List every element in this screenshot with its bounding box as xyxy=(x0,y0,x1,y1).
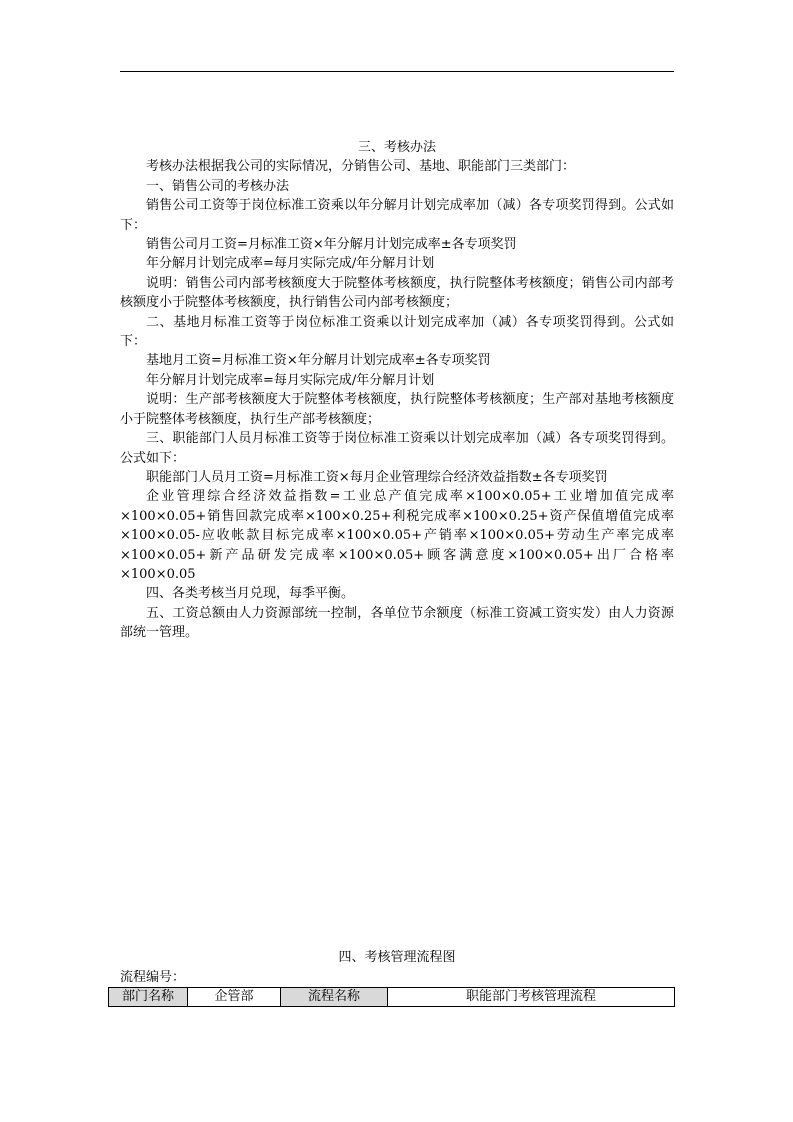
process-info-table xyxy=(108,987,675,1007)
dept-name-value: 企管部 xyxy=(188,988,281,1007)
section-assessment-method xyxy=(120,138,674,643)
paragraph: 年分解月计划完成率=每月实际完成/年分解月计划 xyxy=(146,256,435,272)
paragraph: 说明：生产部考核额度大于院整体考核额度，执行院整体考核额度；生产部对基地考核额度小于院整体考核额度，执行生产部考核额度； xyxy=(120,392,674,427)
paragraph: 职能部门人员月工资=月标准工资×每月企业管理综合经济效益指数±各专项奖罚 xyxy=(146,469,608,485)
dept-name-label: 部门名称 xyxy=(109,988,188,1007)
process-name-value: 职能部门考核管理流程 xyxy=(388,988,675,1007)
paragraph: 基地月工资=月标准工资×年分解月计划完成率±各专项奖罚 xyxy=(146,353,491,369)
header-rule xyxy=(120,71,674,72)
paragraph: 销售公司月工资=月标准工资×年分解月计划完成率±各专项奖罚 xyxy=(146,237,517,253)
paragraph: 三、职能部门人员月标准工资等于岗位标准工资乘以计划完成率加（减）各专项奖罚得到。公式如下： xyxy=(120,431,674,466)
flowchart-title: 四、考核管理流程图 xyxy=(338,950,456,965)
paragraph: 考核办法根据我公司的实际情况，分销售公司、基地、职能部门三类部门： xyxy=(146,159,576,175)
paragraph: 说明：销售公司内部考核额度大于院整体考核额度，执行院整体考核额度；销售公司内部考核额度小于院整体考核额度，执行销售公司内部考核额度； xyxy=(120,275,674,311)
paragraph: 四、各类考核当月兑现，每季平衡。 xyxy=(146,586,355,602)
paragraph: 企业管理综合经济效益指数=工业总产值完成率×100×0.05+工业增加值完成率×100×0.05+销售回款完成率×100×0.25+利税完成率×100×0.25+资产保值增值完成率×100×0.05-应收帐款目标完成率×100×0.05+产销率×100×0.05+劳动生产率完成率×100×0.05+新产品研发完成率×100×0.05+顾客满意度×100×0.05+出厂合格率×100×0.05 xyxy=(120,489,674,582)
table-row xyxy=(109,988,675,1007)
paragraph: 二、基地月标准工资等于岗位标准工资乘以计划完成率加（减）各专项奖罚得到。公式如下： xyxy=(120,314,674,350)
process-code-label: 流程编号： xyxy=(120,970,186,985)
process-name-label: 流程名称 xyxy=(281,988,388,1007)
section-title: 三、考核办法 xyxy=(357,140,436,155)
paragraph: 五、工资总额由人力资源部统一控制，各单位节余额度（标准工资减工资实发）由人力资源部统一管理。 xyxy=(120,605,674,641)
paragraph: 一、销售公司的考核办法 xyxy=(146,178,290,194)
paragraph: 销售公司工资等于岗位标准工资乘以年分解月计划完成率加（减）各专项奖罚得到。公式如下： xyxy=(120,198,674,233)
paragraph: 年分解月计划完成率=每月实际完成/年分解月计划 xyxy=(146,372,435,388)
